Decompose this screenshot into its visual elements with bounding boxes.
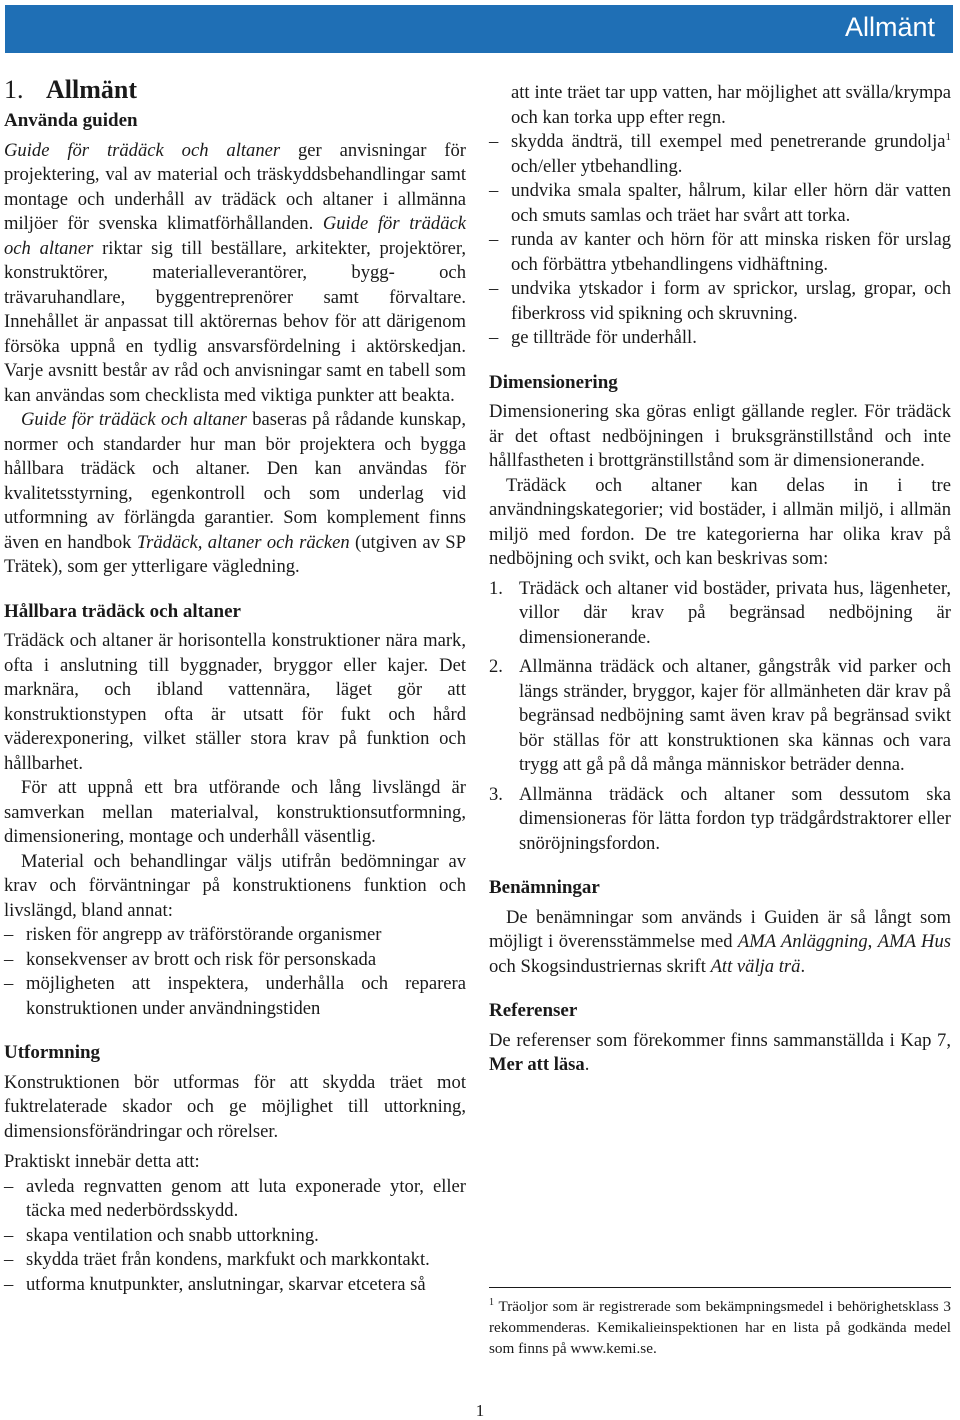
text-span: baseras på rådande kunskap, normer och standarder hur man bör projektera och bygga hållbara trädäck och altaner. Den kan användas för kvalitetsstyrning, egenkontroll och som underlag vid utformning av förlängda garantier. Som komplement finns även en handbok (4, 409, 467, 553)
guide-title: Guide för trädäck och altaner (4, 213, 466, 259)
list-item: – skapa ventilation och snabb uttorkning. (4, 1224, 466, 1249)
right-column (489, 0, 951, 130)
list-item: – konsekvenser av brott och risk för personskada (4, 948, 466, 973)
list-item: – skydda träet från kondens, markfukt och markkontakt. (4, 1248, 466, 1273)
text-span: Trädäck och altaner vid bostäder, privata hus, lägenheter, villor där krav på begränsad nedböjning är dimensionerande. (519, 577, 951, 648)
list-item: – runda av kanter och hörn för att minska risken för urslag och förbättra ytbehandlingens vidhäftning. (489, 228, 951, 277)
text-span: riktar sig till beställare, arkitekter, projektörer, konstruktörer, materialleverantörer, bygg- och trävaruhandlare, byggentreprenörer samt förvaltare. Innehållet är anpassat till aktörernas behov för att därigenom försöka uppnå en tydlig ansvarsfördelning i aktörskedjan. Varje avsnitt består av råd och anvisningar samt en tabell som kan användas som checklista med viktiga punkter att beakta. (4, 237, 466, 406)
list-item: – möjligheten att inspektera, underhålla och reparera konstruktionen under användningstiden (4, 972, 466, 1021)
doc-title: Att välja trä (710, 955, 801, 977)
text-span: ger anvisningar för projektering, val av material och träskyddsbehandlingar samt montage och underhåll av trädäck och altaner i allmänna miljöer för svenska klimatförhållanden. (4, 139, 466, 234)
text-span: . (800, 955, 806, 977)
chapter-number: 1. (4, 75, 24, 104)
dash-list (489, 130, 951, 351)
text-span: Träoljor som är registrerade som bekämpningsmedel i behörighetsklass 3 rekommenderas. Kemikalieinspektionen har en lista på godkända medel som finns på www.kemi.se. (489, 1298, 951, 1357)
text-span: De referenser som förekommer finns sammanställda i Kap 7, (489, 1029, 951, 1051)
paragraph: Konstruktionen bör utformas för att skydda träet mot fuktrelaterade skador och ge möjlighet till uttorkning, dimensionsförändringar och rörelser. (4, 1071, 466, 1142)
footnote-ref: 1 (945, 130, 951, 143)
paragraph: För att uppnå ett bra utförande och lång livslängd är samverkan mellan materialval, konstruktionsutformning, dimensionering, montage och underhåll väsentlig. (4, 777, 466, 847)
section-heading-anvanda-guiden: Använda guiden (4, 110, 138, 131)
paragraph: Dimensionering ska göras enligt gällande regler. För trädäck är det oftast nedböjningen i bruksgränstillstånd och inte hållfastheten i brottgränstillstånd som är dimensionerande. (489, 401, 951, 471)
text-span: och Skogsindustriernas skrift (489, 955, 711, 977)
footnote-text (489, 1296, 951, 1359)
text-span: Allmänna trädäck och altaner, gångstråk vid parker och längs stränder, bryggor, kajer för allmänheten där krav på begränsad nedböjning samt även krav på begränsad svikt bör ställas för att konstruktionen ska kännas och vara trygg att gå på då många människor beträder denna. (519, 656, 951, 775)
list-continuation: att inte träet tar upp vatten, har möjlighet att svälla/krympa och kan torka upp efter regn. (511, 82, 951, 128)
paragraph: Praktiskt innebär detta att: (4, 1151, 200, 1172)
list-item: – risken för angrepp av träförstörande organismer (4, 923, 466, 948)
page-number: 1 (475, 1401, 485, 1420)
footnote-mark: 1 (489, 1296, 494, 1308)
chapter-title (4, 74, 466, 106)
dash-list (4, 923, 466, 1021)
text-span: och/eller ytbehandling. (511, 155, 683, 177)
list-item: – avleda regnvatten genom att luta exponerade ytor, eller täcka med nederbördsskydd. (4, 1175, 466, 1224)
dash-list (4, 1175, 466, 1298)
list-item: – utforma knutpunkter, anslutningar, skarvar etcetera så (4, 1273, 466, 1298)
header-title: Allmänt (844, 12, 935, 42)
paragraph (489, 906, 951, 980)
list-item: – undvika smala spalter, hålrum, kilar eller hörn där vatten och smuts samlas och träet har svårt att torka. (489, 179, 951, 228)
paragraph: Trädäck och altaner är horisontella konstruktioner nära mark, ofta i anslutning till byggnader, bryggor eller kajer. Det marknära, och ibland vattennära, läget gör att konstruktionstypen ofta är utsatt för fukt och hård väderexponering, vilket ställer stora krav på funktion och hållbarhet. (4, 630, 466, 774)
doc-title: AMA Anläggning (737, 931, 868, 952)
paragraph (4, 139, 466, 409)
list-item: – undvika ytskador i form av sprickor, urslag, gropar, och fiberkross vid spikning och skruvning. (489, 277, 951, 326)
list-item: – ge tillträde för underhåll. (489, 326, 951, 351)
list-item (489, 577, 951, 651)
list-number: 1. (489, 577, 503, 599)
paragraph: Trädäck och altaner kan delas in i tre användningskategorier; vid bostäder, i allmän miljö, i allmän miljö med fordon. De tre kategorierna har olika krav på nedböjning och svikt, och kan beskrivas som: (489, 474, 951, 569)
text-span: , (867, 931, 878, 952)
numbered-list (489, 577, 951, 857)
section-heading-utformning: Utformning (4, 1042, 101, 1063)
text-span: skydda ändträ, till exempel med penetrerande grundolja (511, 131, 946, 152)
paragraph: Material och behandlingar väljs utifrån bedömningar av krav och förväntningar på konstruktionens funktion och livslängd, bland annat: (4, 850, 466, 921)
guide-title: Guide för trädäck och altaner (21, 409, 247, 430)
section-heading-benamningar: Benämningar (489, 877, 600, 898)
list-item (489, 783, 951, 857)
text-span: (utgiven av SP Trätek), som ger ytterligare vägledning. (4, 531, 466, 577)
list-item (489, 130, 951, 179)
list-number: 3. (489, 783, 503, 805)
text-span: De benämningar som används i Guiden är så långt som möjligt i överensstämmelse med (489, 906, 951, 952)
section-heading-referenser: Referenser (489, 1000, 578, 1021)
paragraph (4, 408, 466, 580)
text-span: Allmänna trädäck och altaner som dessutom ska dimensioneras för lätta fordon typ trädgårdstraktorer eller snöröjningsfordon. (519, 783, 951, 854)
right-column-main (489, 130, 951, 1078)
guide-title: Guide för trädäck och altaner (4, 139, 281, 161)
chapter-title-text: Allmänt (46, 75, 137, 104)
list-item (489, 655, 951, 778)
chapter-reference: Mer att läsa (489, 1054, 585, 1075)
section-heading-hallbara: Hållbara trädäck och altaner (4, 600, 241, 622)
section-heading-dimensionering: Dimensionering (489, 371, 618, 393)
footnote (489, 1287, 951, 1359)
doc-title: AMA Hus (877, 931, 951, 952)
handbook-title: Trädäck, altaner och räcken (136, 531, 350, 553)
paragraph (489, 1029, 951, 1078)
list-number: 2. (489, 656, 503, 677)
left-column (4, 0, 466, 1297)
text-span: . (584, 1054, 590, 1075)
